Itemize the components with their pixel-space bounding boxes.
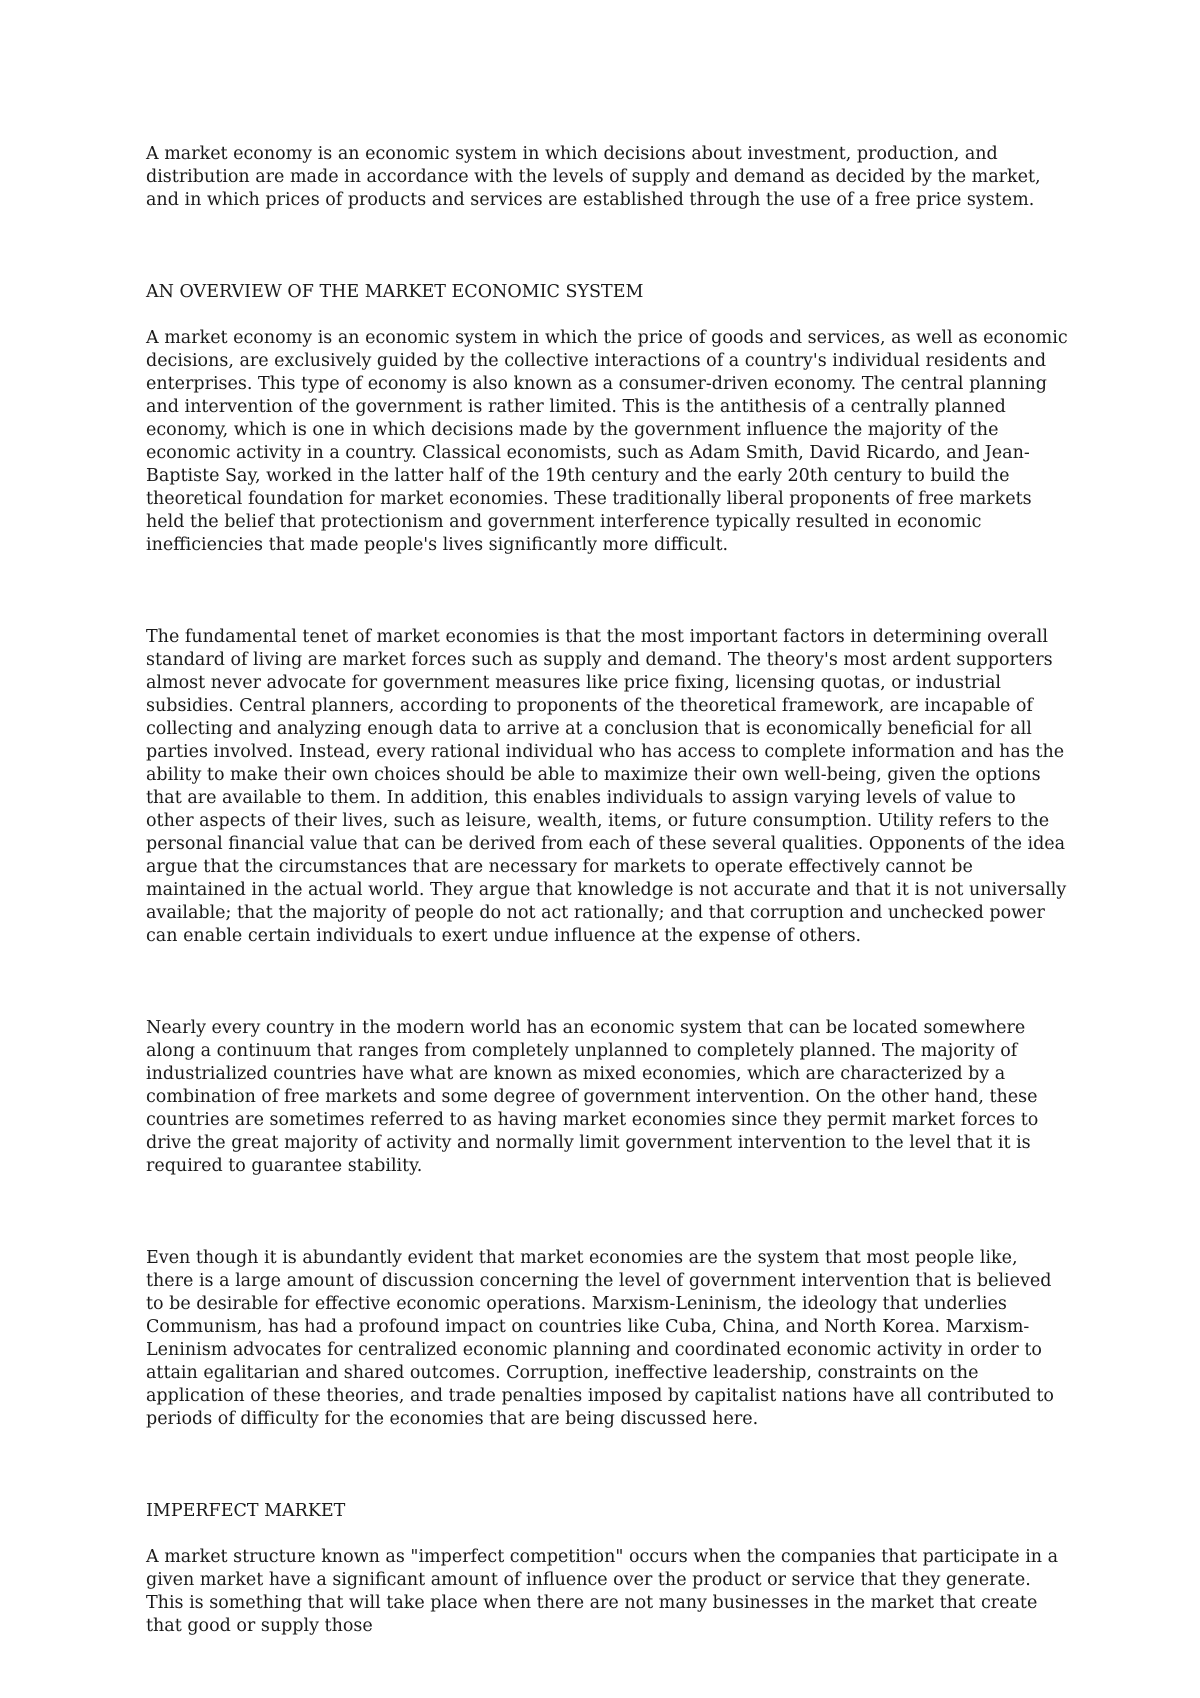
document-page <box>146 143 1068 1638</box>
section-heading-overview: AN OVERVIEW OF THE MARKET ECONOMIC SYSTEM <box>146 282 644 302</box>
section-heading-imperfect-market: IMPERFECT MARKET <box>146 1501 346 1521</box>
overview-paragraph-3: Nearly every country in the modern world has an economic system that can be located somewhere along a continuum that ranges from completely unplanned to completely planned. The majority of industrialized countries have what are known as mixed economies, which are characterized by a combination of free markets and some degree of government intervention. On the other hand, these countries are sometimes referred to as having market economies since they permit market forces to drive the great majority of activity and normally limit government intervention to the level that it is required to guarantee stability. <box>146 1018 1039 1176</box>
imperfect-market-paragraph-1: A market structure known as "imperfect competition" occurs when the companies that participate in a given market have a significant amount of influence over the product or service that they generate. This is something that will take place when there are not many businesses in the market that create that good or supply those <box>146 1547 1059 1636</box>
overview-paragraph-1: A market economy is an economic system in which the price of goods and services, as well as economic decisions, are exclusively guided by the collective interactions of a country's individual residents and enterprises. This type of economy is also known as a consumer-driven economy. The central planning and intervention of the government is rather limited. This is the antithesis of a centrally planned economy, which is one in which decisions made by the government influence the majority of the economic activity in a country. Classical economists, such as Adam Smith, David Ricardo, and Jean-Baptiste Say, worked in the latter half of the 19th century and the early 20th century to build the theoretical foundation for market economies. These traditionally liberal proponents of free markets held the belief that protectionism and government interference typically resulted in economic inefficiencies that made people's lives significantly more difficult. <box>146 328 1068 555</box>
intro-paragraph: A market economy is an economic system in which decisions about investment, production, and distribution are made in accordance with the levels of supply and demand as decided by the market, and in which prices of products and services are established through the use of a free price system. <box>146 144 1041 210</box>
overview-paragraph-2: The fundamental tenet of market economies is that the most important factors in determining overall standard of living are market forces such as supply and demand. The theory's most ardent supporters almost never advocate for government measures like price fixing, licensing quotas, or industrial subsidies. Central planners, according to proponents of the theoretical framework, are incapable of collecting and analyzing enough data to arrive at a conclusion that is economically beneficial for all parties involved. Instead, every rational individual who has access to complete information and has the ability to make their own choices should be able to maximize their own well-being, given the options that are available to them. In addition, this enables individuals to assign varying levels of value to other aspects of their lives, such as leisure, wealth, items, or future consumption. Utility refers to the personal financial value that can be derived from each of these several qualities. Opponents of the idea argue that the circumstances that are necessary for markets to operate effectively cannot be maintained in the actual world. They argue that knowledge is not accurate and that it is not universally available; that the majority of people do not act rationally; and that corruption and unchecked power can enable certain individuals to exert undue influence at the expense of others. <box>146 627 1067 946</box>
overview-paragraph-4: Even though it is abundantly evident that market economies are the system that most people like, there is a large amount of discussion concerning the level of government intervention that is believed to be desirable for effective economic operations. Marxism-Leninism, the ideology that underlies Communism, has had a profound impact on countries like Cuba, China, and North Korea. Marxism-Leninism advocates for centralized economic planning and coordinated economic activity in order to attain egalitarian and shared outcomes. Corruption, ineffective leadership, constraints on the application of these theories, and trade penalties imposed by capitalist nations have all contributed to periods of difficulty for the economies that are being discussed here. <box>146 1248 1054 1429</box>
